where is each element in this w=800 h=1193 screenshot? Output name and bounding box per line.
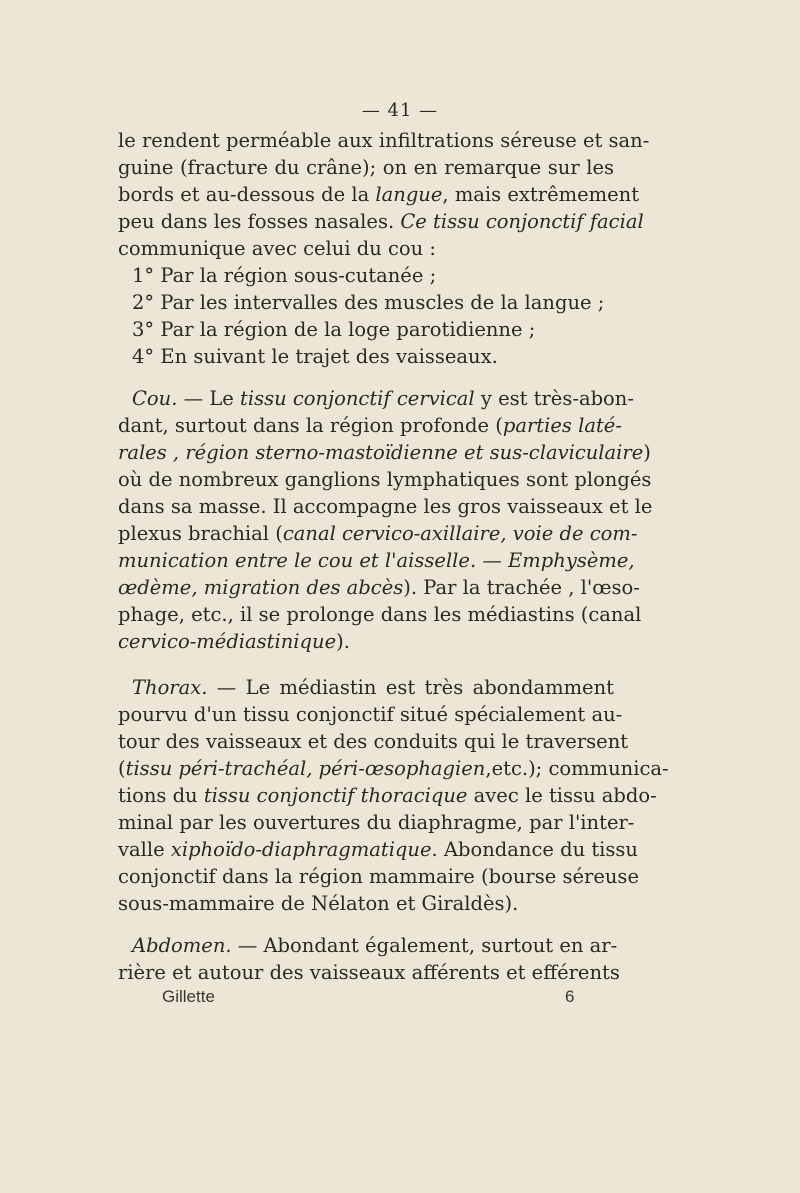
text-run: valle xyxy=(118,838,171,861)
text-line xyxy=(118,809,635,836)
text-run: minal par les ouvertures du diaphragme, par l'inter- xyxy=(118,811,635,834)
text-line xyxy=(118,520,638,547)
italic-text: canal cervico-axillaire, voie de com- xyxy=(282,522,638,545)
text-run: 2° Par les intervalles des muscles de la langue ; xyxy=(132,291,605,314)
text-run: ). Par la trachée , l'œso- xyxy=(403,576,640,599)
italic-text: munication entre le cou et l'aisselle. — Emphysème, xyxy=(118,549,635,572)
text-run: conjonctif dans la région mammaire (bourse séreuse xyxy=(118,865,639,888)
text-line xyxy=(118,701,623,728)
italic-text: Thorax. xyxy=(132,676,208,699)
text-run: dans sa masse. Il accompagne les gros vaisseaux et le xyxy=(118,495,653,518)
text-line xyxy=(118,493,653,520)
paragraph-face xyxy=(118,127,650,370)
text-run: — Abondant également, surtout en ar- xyxy=(231,934,618,957)
text-line xyxy=(118,235,614,262)
text-run: ) xyxy=(643,441,651,464)
text-line xyxy=(118,674,614,701)
italic-text: Abdomen. xyxy=(132,934,232,957)
text-run: phage, etc., il se prolonge dans les médiastins (canal xyxy=(118,603,642,626)
text-run: 4° En suivant le trajet des vaisseaux. xyxy=(132,345,498,368)
text-run: sous-mammaire de Nélaton et Giraldès). xyxy=(118,892,519,915)
italic-text: rales , région sterno-mastoïdienne et sus-claviculaire xyxy=(118,441,644,464)
text-line xyxy=(118,574,640,601)
italic-text: œdème, migration des abcès xyxy=(118,576,404,599)
text-line xyxy=(118,728,629,755)
text-run: 1° Par la région sous-cutanée ; xyxy=(132,264,437,287)
text-run: , mais extrêmement xyxy=(442,183,640,206)
text-line xyxy=(118,863,639,890)
text-run: . Abondance du tissu xyxy=(431,838,638,861)
italic-text: tissu conjonctif cervical xyxy=(240,387,475,410)
text-run: guine (fracture du crâne); on en remarque sur les xyxy=(118,156,614,179)
paragraph-cou xyxy=(118,385,653,655)
paragraph-thorax xyxy=(118,674,669,917)
text-run: rière et autour des vaisseaux afférents et efférents xyxy=(118,961,620,984)
text-run: communique avec celui du cou : xyxy=(118,237,436,260)
text-line xyxy=(118,439,651,466)
text-run: — Le médiastin est très abondamment xyxy=(207,676,614,699)
text-line xyxy=(118,127,650,154)
page-number: — 41 — xyxy=(361,100,439,121)
text-line xyxy=(118,836,638,863)
italic-text: tissu péri-trachéal, péri-œsophagien xyxy=(125,757,486,780)
text-run: tions du xyxy=(118,784,204,807)
text-run: pourvu d'un tissu conjonctif situé spécialement au- xyxy=(118,703,623,726)
italic-text: parties laté- xyxy=(502,414,622,437)
text-run: tour des vaisseaux et des conduits qui le traversent xyxy=(118,730,629,753)
text-line xyxy=(118,755,669,782)
text-run: où de nombreux ganglions lymphatiques sont plongés xyxy=(118,468,652,491)
italic-text: Ce tissu conjonctif facial xyxy=(400,210,644,233)
text-run: bords et au-dessous de la xyxy=(118,183,376,206)
text-run: plexus brachial ( xyxy=(118,522,283,545)
text-line xyxy=(118,385,634,412)
text-run: avec le tissu abdo- xyxy=(467,784,657,807)
text-run: ). xyxy=(336,630,350,653)
text-run: ,etc.); communica- xyxy=(485,757,669,780)
italic-text: cervico-médiastinique xyxy=(118,630,337,653)
text-line xyxy=(118,289,614,316)
text-line xyxy=(118,466,652,493)
text-line xyxy=(118,316,614,343)
text-line xyxy=(118,782,657,809)
italic-text: xiphoïdo-diaphragmatique xyxy=(170,838,432,861)
text-run: 3° Par la région de la loge parotidienne ; xyxy=(132,318,536,341)
italic-text: langue xyxy=(375,183,443,206)
text-line xyxy=(118,208,644,235)
text-run: dant, surtout dans la région profonde ( xyxy=(118,414,503,437)
text-line xyxy=(118,262,614,289)
text-run: peu dans les fosses nasales. xyxy=(118,210,401,233)
text-line xyxy=(118,601,642,628)
italic-text: Cou. xyxy=(132,387,178,410)
signature-mark: 6 xyxy=(565,987,575,1006)
text-line xyxy=(118,932,618,959)
text-line xyxy=(118,181,640,208)
text-line xyxy=(118,959,620,986)
text-line xyxy=(118,343,614,370)
text-line xyxy=(118,547,635,574)
text-run: — Le xyxy=(177,387,241,410)
italic-text: tissu conjonctif thoracique xyxy=(203,784,468,807)
text-line xyxy=(118,154,614,181)
text-line xyxy=(118,890,614,917)
text-run: le rendent perméable aux infiltrations séreuse et san- xyxy=(118,129,650,152)
text-run: y est très-abon- xyxy=(474,387,634,410)
paragraph-abdomen xyxy=(118,932,620,986)
text-line xyxy=(118,412,622,439)
text-line xyxy=(118,628,614,655)
signature-gillette: Gillette xyxy=(162,987,215,1006)
text-run: ( xyxy=(118,757,126,780)
